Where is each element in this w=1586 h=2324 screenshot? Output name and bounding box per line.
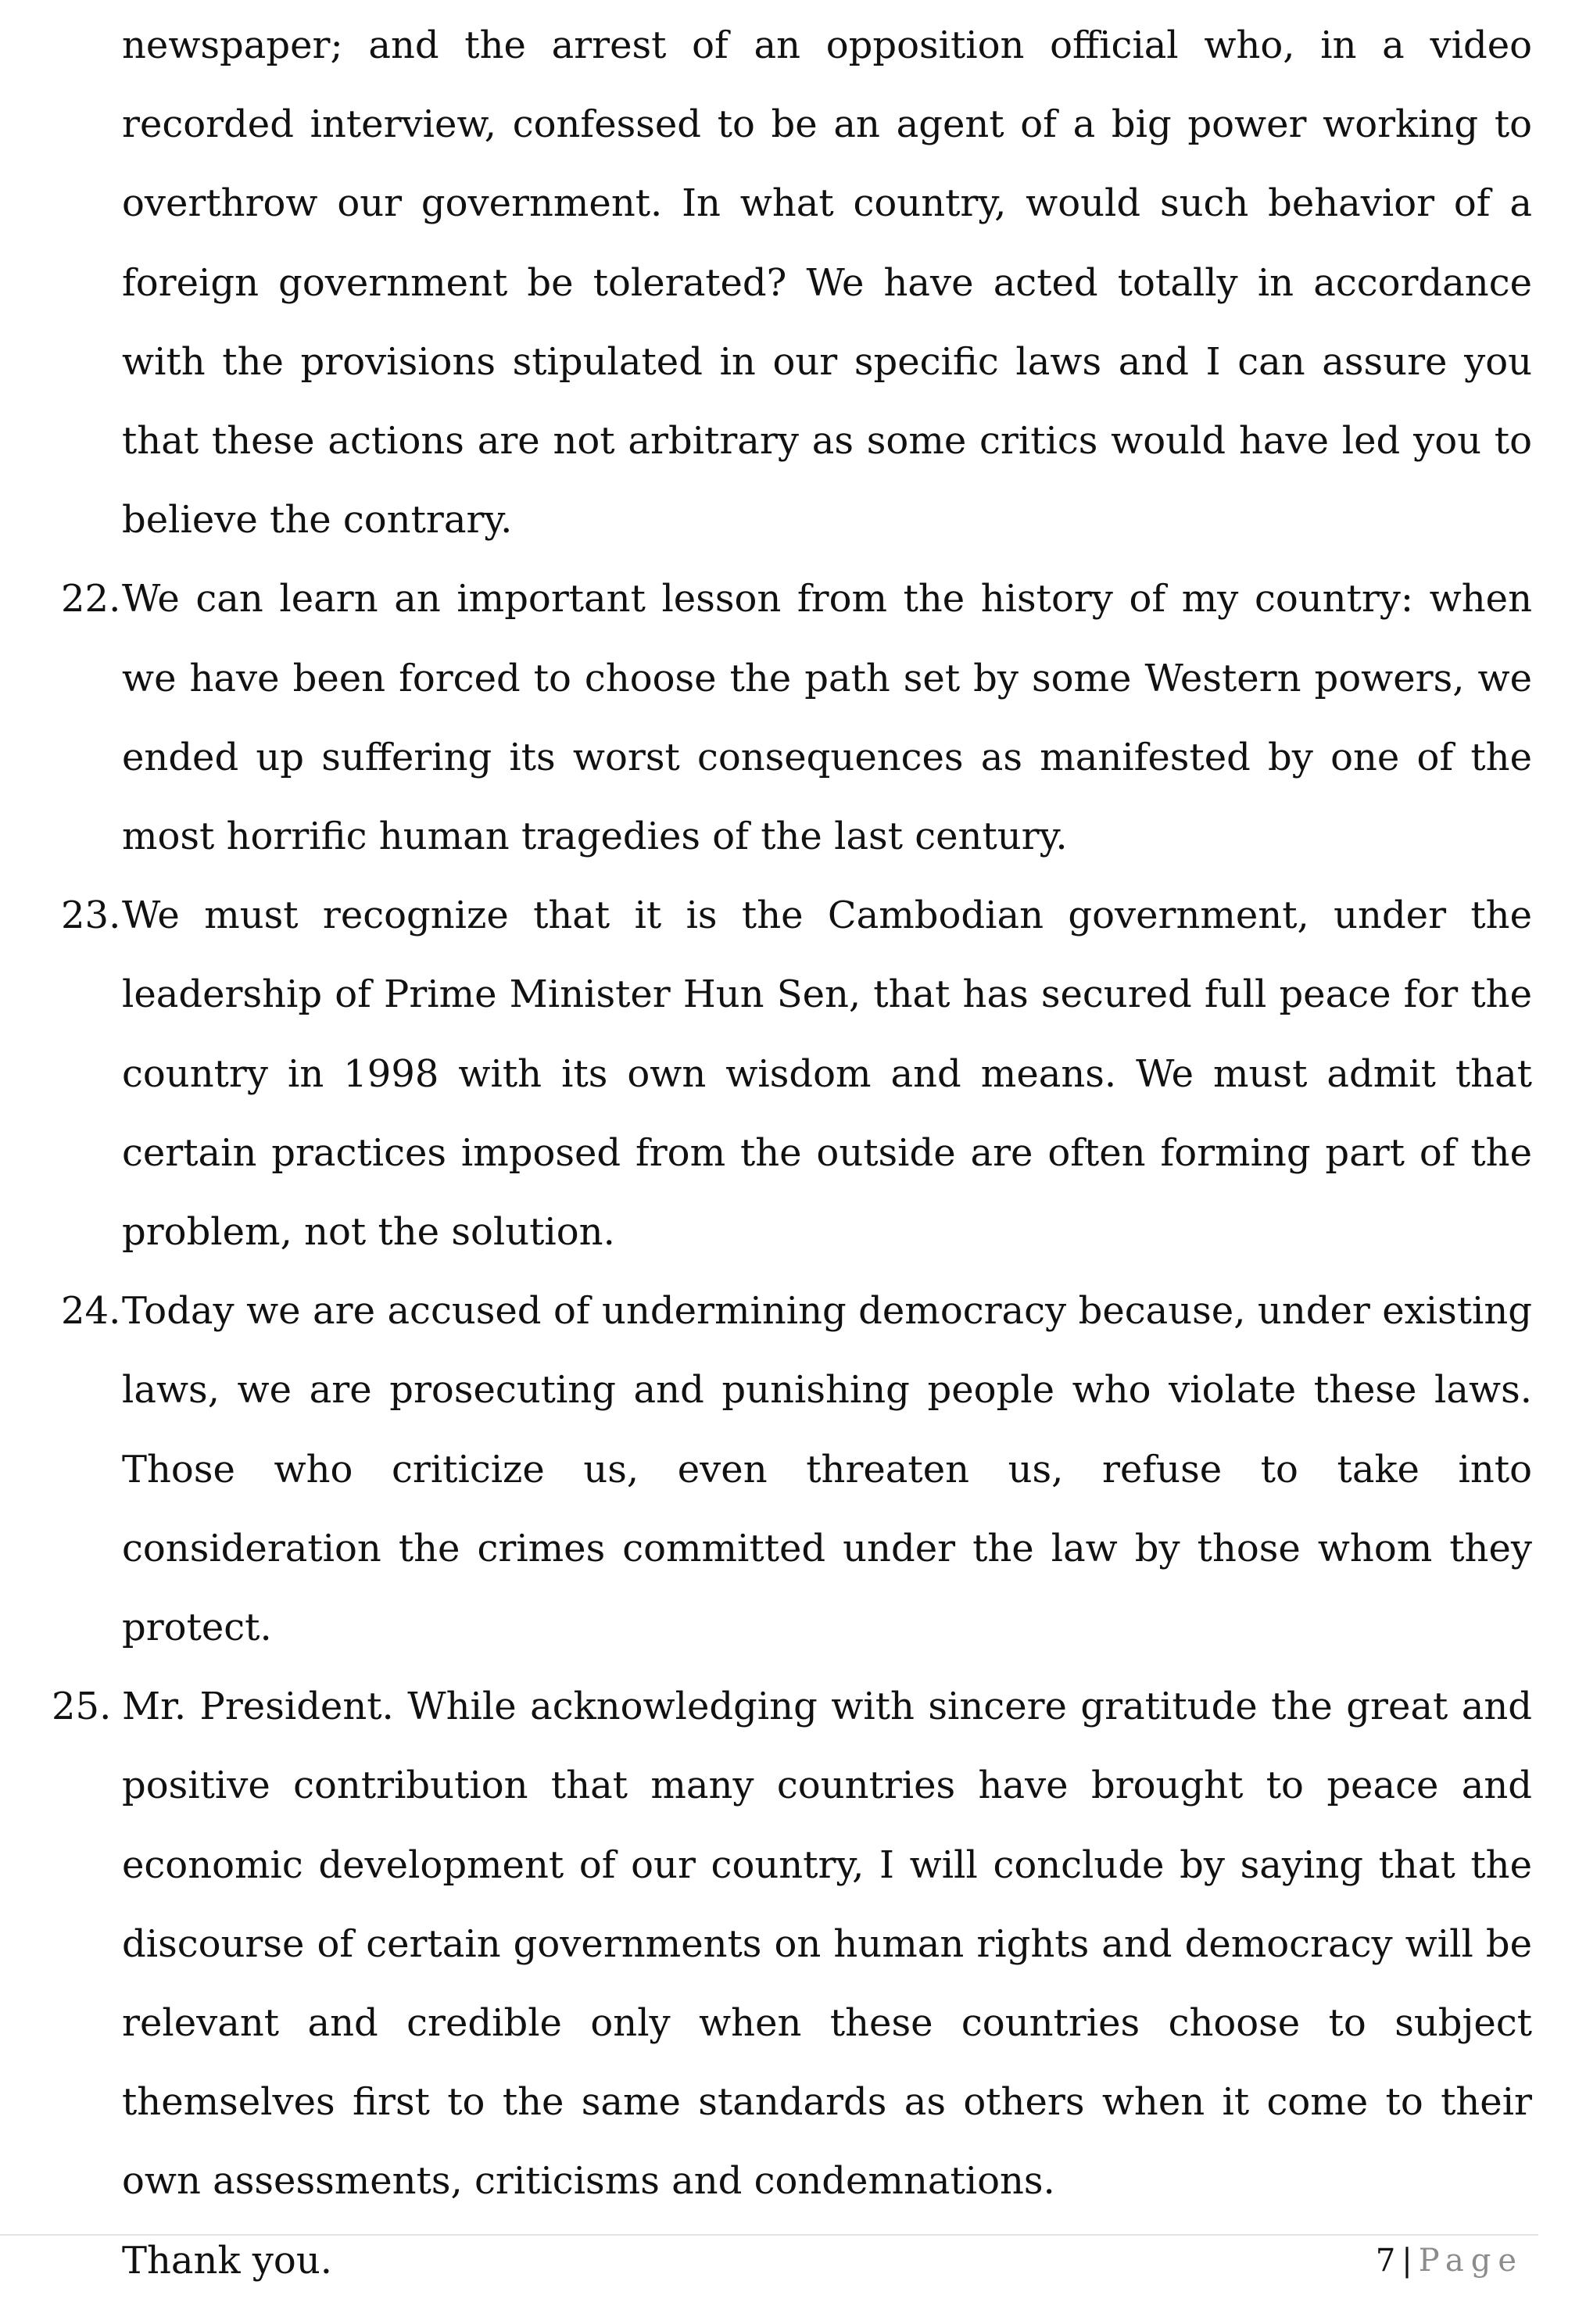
list-item-text: We must recognize that it is the Cambodian government, under the leadership of Prime Minister Hun Sen, that has secured full peace for the country in 1998 with its own wisdom and means. We must admit that certain practices imposed from the outside are often forming part of the problem, not the solution.	[122, 893, 1532, 1255]
closing-line: Thank you.	[122, 2238, 332, 2283]
footer-divider	[0, 2234, 1538, 2236]
list-item-number: 24.	[61, 1289, 121, 1334]
list-item-number: 22.	[61, 577, 121, 621]
list-item-number: 25.	[52, 1685, 112, 1729]
page-label: Page	[1418, 2243, 1523, 2279]
list-item-22	[61, 560, 1532, 876]
page-number: 7	[1375, 2243, 1396, 2279]
list-item-25	[52, 1667, 1532, 2221]
page-footer	[1376, 2239, 1523, 2283]
list-item-text: We can learn an important lesson from the history of my country: when we have been forced to choose the path set by some Western powers, we ended up suffering its worst consequences as manifested by one of the most horrific human tragedies of the last century.	[122, 577, 1532, 859]
list-item-23	[61, 876, 1532, 1272]
list-item-text: Today we are accused of undermining democracy because, under existing laws, we are prosecuting and punishing people who violate these laws. Those who criticize us, even threaten us, refuse to take into consideration the crimes committed under the law by those whom they protect.	[122, 1289, 1532, 1650]
document-body	[52, 6, 1532, 2301]
list-item-24	[61, 1272, 1532, 1667]
list-item-text: Mr. President. While acknowledging with sincere gratitude the great and positive contribution that many countries have brought to peace and economic development of our country, I will conclude by saying that the discourse of certain governments on human rights and democracy will be relevant and credible only when these countries choose to subject themselves first to the same standards as others when it come to their own assessments, criticisms and condemnations.	[122, 1685, 1532, 2204]
continuation-paragraph: newspaper; and the arrest of an opposition official who, in a video recorded interview, confessed to be an agent of a big power working to overthrow our government. In what country, would such behavior of a foreign government be tolerated? We have acted totally in accordance with the provisions stipulated in our specific laws and I can assure you that these actions are not arbitrary as some critics would have led you to believe the contrary.	[122, 23, 1532, 543]
list-item-number: 23.	[61, 893, 121, 938]
footer-separator: |	[1402, 2243, 1412, 2279]
